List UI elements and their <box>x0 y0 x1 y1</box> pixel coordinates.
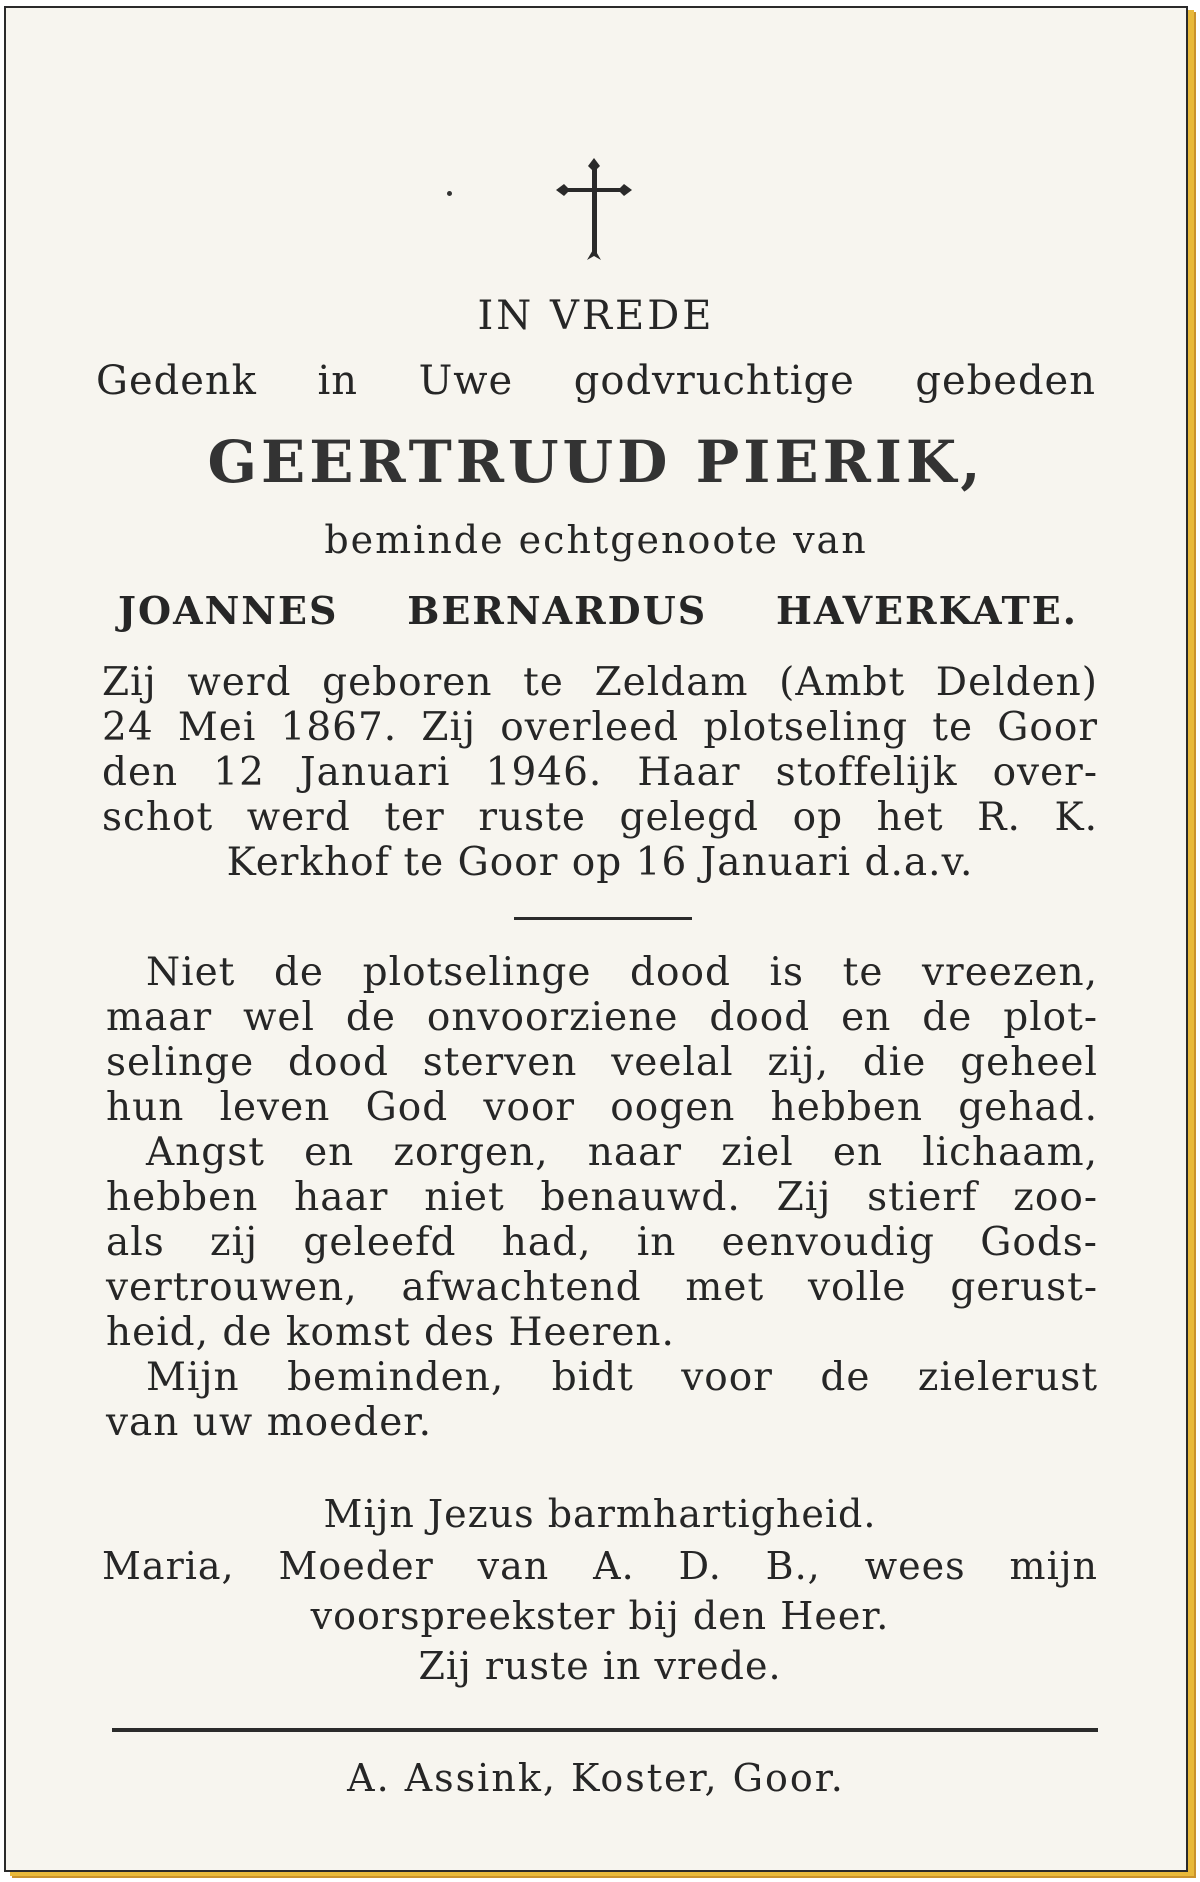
prayer-line: voorspreekster bij den Heer. <box>310 1594 890 1638</box>
short-divider <box>514 917 692 920</box>
deceased-name: GEERTRUUD PIERIK, <box>207 428 985 496</box>
meditation <box>106 950 1098 1445</box>
prayer-line: Maria, Moeder van A. D. B., wees mijn <box>102 1544 1098 1588</box>
biography-line: 24 Mei 1867. Zij overleed plotseling te Goor <box>102 705 1098 750</box>
biography-line: Kerkhof te Goor op 16 Januari d.a.v. <box>226 840 974 885</box>
meditation-line: vertrouwen, afwachtend met volle gerust- <box>106 1265 1098 1310</box>
meditation-line: maar wel de onvoorziene dood en de plot- <box>106 995 1098 1040</box>
biography-line: den 12 Januari 1946. Haar stoffelijk over- <box>102 750 1098 795</box>
spouse-intro: beminde echtgenoote van <box>324 518 868 562</box>
biography-line: schot werd ter ruste gelegd op het R. K. <box>102 795 1098 840</box>
long-divider <box>112 1728 1098 1732</box>
closing-prayers <box>102 1484 1098 1689</box>
ink-speck <box>447 191 452 196</box>
cross-icon <box>554 156 634 266</box>
memorial-card <box>4 6 1188 1872</box>
prayer-line: Mijn Jezus barmhartigheid. <box>323 1492 877 1536</box>
meditation-line: hebben haar niet benauwd. Zij stierf zoo- <box>106 1175 1098 1220</box>
spouse-name: JOANNES BERNARDUS HAVERKATE. <box>118 588 1078 633</box>
meditation-line: selinge dood sterven veelal zij, die geheel <box>106 1040 1098 1085</box>
meditation-line: hun leven God voor oogen hebben gehad. <box>106 1085 1098 1130</box>
remember-line: Gedenk in Uwe godvruchtige gebeden <box>96 358 1096 404</box>
biography-line: Zij werd geboren te Zeldam (Ambt Delden) <box>102 660 1098 705</box>
prayer-line: Zij ruste in vrede. <box>418 1644 782 1688</box>
printer-credit: A. Assink, Koster, Goor. <box>347 1756 845 1800</box>
meditation-line: Angst en zorgen, naar ziel en lichaam, <box>146 1130 1098 1175</box>
meditation-line: heid, de komst des Heeren. <box>106 1310 675 1355</box>
meditation-line: Niet de plotselinge dood is te vreezen, <box>146 950 1098 995</box>
card-content <box>6 8 1186 1870</box>
biography <box>102 660 1098 885</box>
meditation-line: Mijn beminden, bidt voor de zielerust <box>146 1355 1098 1400</box>
card-heading: IN VREDE <box>477 293 715 339</box>
meditation-line: van uw moeder. <box>106 1400 433 1445</box>
meditation-line: als zij geleefd had, in eenvoudig Gods- <box>106 1220 1098 1265</box>
